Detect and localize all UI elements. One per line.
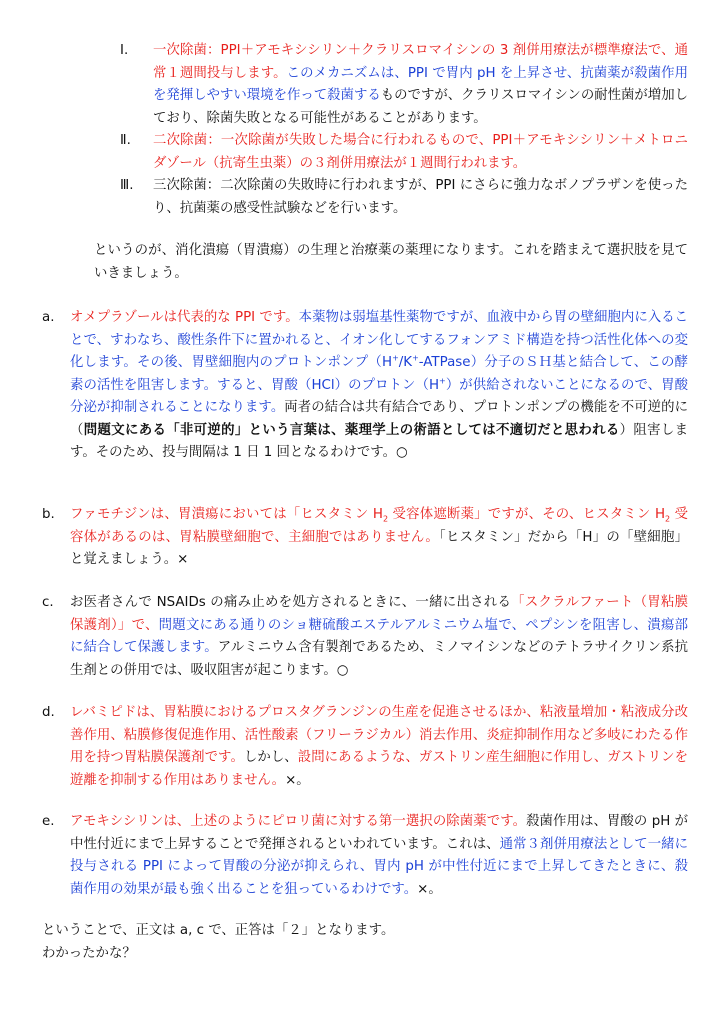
text-run: 一次除菌：PPI＋アモキシシリン＋クラリスロマイシンの 3 剤併用療法が標準療法で、通常１週間投与します。 [153, 43, 688, 81]
text-run: ものですが、クラリスロマイシンの耐性菌が増加しており、除菌失敗となる可能性があることがあります。 [153, 88, 688, 126]
text-run: レバミピドは、胃粘膜におけるプロスタグランジンの生産を促進させるほか、粘液量増加・粘液成分改善作用、粘膜修復促進作用、活性酸素（フリーラジカル）消去作用、炎症抑制作用など多岐にわたる作用を持つ胃粘膜保護剤です。 [70, 705, 688, 765]
text-run: + [392, 353, 399, 363]
option-text [70, 592, 688, 682]
text-run: しかし、 [243, 750, 298, 765]
text-run: 通常３剤併用療法として一緒に投与される PPI によって胃酸の分泌が抑えられ、胃内 pH が中性付近にまで上昇してきたときに、殺菌作用の効果が最も強く出ることを狙っているわけです。 [70, 836, 689, 897]
text-run: ）が供給されないことになるので、胃酸分泌が抑制されることになります。 [70, 377, 688, 415]
roman-number: Ⅲ. [120, 178, 134, 193]
roman-item-1 [120, 40, 688, 130]
text-run: -ATPase）分子のＳＨ基と結合して、この酵素の活性を阻害します。すると、胃酸（HCl）のプロトン（H [70, 355, 688, 393]
text-run: ファモチジンは、胃潰瘍においては「ヒスタミン H [70, 507, 383, 522]
text-run: アモキシシリンは、上述のようにピロリ菌に対する第一選択の除菌薬です。 [70, 814, 527, 829]
text-run: 設問にあるような、ガストリン産生細胞に作用し、ガストリンを遊離を抑制する作用はありません。 [70, 750, 689, 788]
text-run: 問題文にある通りのショ糖硫酸エステルアルミニウム塩で、ペプシンを阻害し、潰瘍部に結合して保護します。 [70, 617, 688, 655]
text-run: アルミニウム含有製剤であるため、ミノマイシンなどのテトラサイクリン系抗生剤との併用では、吸収阻害が起こります。○ [70, 640, 688, 678]
text-run: このメカニズムは、PPI で胃内 pH を上昇させ、抗菌薬が殺菌作用を発揮しやすい環境を作って殺菌する [153, 65, 688, 103]
option-a [42, 307, 688, 465]
option-letter: c. [42, 595, 54, 610]
text-run: 「スクラルファート（胃粘膜保護剤）」で、 [70, 595, 688, 633]
text-run: 2 [382, 514, 389, 524]
option-e [42, 811, 688, 901]
roman-number: Ⅰ. [120, 43, 129, 58]
roman-item-3 [120, 175, 688, 220]
option-text [70, 504, 688, 572]
roman-item-2 [120, 130, 688, 175]
text-run: + [439, 376, 446, 386]
closing-question: わかったかな？ [42, 946, 136, 961]
text-run: オメプラゾールは代表的な PPI です。 [70, 310, 299, 325]
option-b [42, 504, 688, 572]
text-run: 本薬物は弱塩基性薬物ですが、血液中から胃の壁細胞内に入ることで、すわなち、酸性条件下に置かれると、イオン化してするフォンアミド構造を持つ活性化体への変化します。その後、 [70, 310, 689, 370]
option-letter: a. [42, 310, 55, 325]
text-run: /K [398, 355, 413, 370]
text-run: ）阻害します。そのため、投与間隔は 1 日 1 回となるわけです。○ [70, 422, 689, 460]
text-run: 「ヒスタミン」だから「H」の「壁細胞」と覚えましょう。× [70, 529, 688, 567]
text-run: お医者さんで NSAIDs の痛み止めを処方されるときに、一緒に出される [70, 595, 512, 610]
conclusion: ということで、正文は a, c で、正答は「２」となります。 [42, 923, 395, 938]
roman-number: Ⅱ. [120, 133, 131, 148]
summary-intro: というのが、消化潰瘍（胃潰瘍）の生理と治療薬の薬理になります。これを踏まえて選択肢を見ていきましょう。 [94, 243, 688, 281]
text-run: 胃壁細胞内のプロトンポンプ（H [191, 355, 393, 370]
option-letter: b. [42, 507, 55, 522]
option-letter: d. [42, 705, 55, 720]
option-d [42, 702, 688, 792]
text-run: 2 [665, 514, 671, 524]
roman-text [153, 175, 688, 220]
text-run: 受容体遮断薬」ですが、その、ヒスタミン H [388, 507, 666, 522]
text-run: 受容体があるのは、胃粘膜壁細胞で、主細胞ではありません。 [70, 507, 689, 545]
text-run: ×。 [285, 772, 310, 788]
option-text [70, 702, 688, 792]
roman-text [153, 40, 688, 130]
text-run: 三次除菌：二次除菌の失敗時に行われますが、PPI にさらに強力なボノプラザンを使ったり、抗菌薬の感受性試験などを行います。 [153, 178, 688, 216]
text-run: + [412, 353, 419, 363]
text-run: 殺菌作用は、胃酸の pH が中性付近にまで上昇することで発揮されるといわれています。これは、 [70, 814, 688, 852]
option-text [70, 307, 688, 465]
text-run: 問題文にある「非可逆的」という言葉は、薬理学上の術語としては不適切だと思われる [83, 422, 620, 438]
option-text [70, 811, 688, 901]
option-letter: e. [42, 814, 55, 829]
roman-text [153, 130, 688, 175]
text-run: 二次除菌：一次除菌が失敗した場合に行われるもので、PPI＋アモキシシリン＋メトロニダゾール（抗寄生虫薬）の３剤併用療法が１週間行われます。 [153, 133, 688, 171]
text-run: 両者の結合は共有結合であり、プロトンポンプの機能を不可逆的に（ [70, 400, 688, 438]
text-run: ×。 [417, 881, 442, 897]
option-c [42, 592, 688, 682]
